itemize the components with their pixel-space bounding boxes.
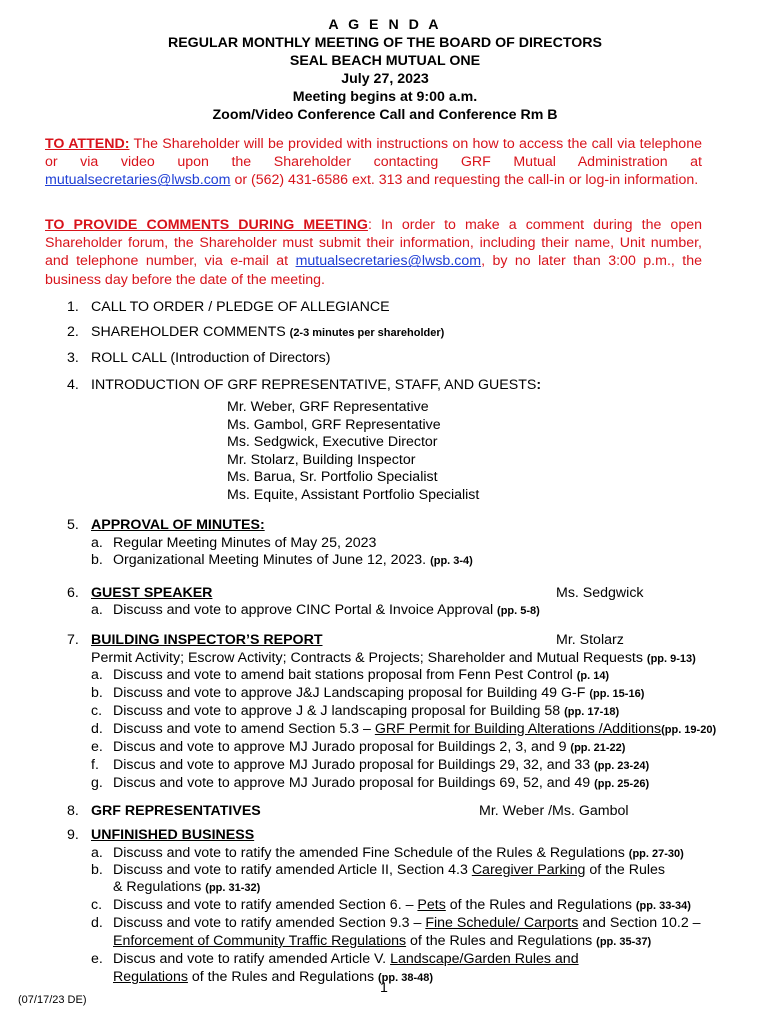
sub-text-end: of the Rules and Regulations [445,897,636,913]
item-number: 4. [67,377,79,393]
comments-paragraph [45,216,702,289]
sub-item-9b [91,861,665,879]
page-ref: (pp. 3-4) [430,555,473,567]
sub-item-5a [91,534,376,552]
sub-text: Discuss and vote to ratify the amended Fine Schedule of the Rules & Regulations [113,845,629,861]
sub-item-7e [91,738,625,757]
item-text [91,376,541,394]
page-ref: (pp. 21-22) [570,742,626,754]
item-number: 1. [67,299,79,315]
sub-item-7a [91,666,609,685]
revision-note: (07/17/23 DE) [18,994,87,1006]
meeting-location: Zoom/Video Conference Call and Conference Rm B [212,107,558,123]
guest-name: Mr. Stolarz, Building Inspector [227,451,416,468]
sub-text: Discuss and vote to amend Section 5.3 – [113,721,375,737]
item-number: 6. [67,585,79,601]
attend-lead: TO ATTEND: [45,136,130,152]
sub-item-7g [91,774,649,793]
agenda-title: A G E N D A [328,17,442,33]
section-title: Regulations [113,969,188,985]
page-ref: (pp. 9-13) [646,653,696,665]
item-text: CALL TO ORDER / PLEDGE OF ALLEGIANCE [91,299,390,315]
sub-item-9d-continued [113,932,651,951]
item-number: 3. [67,350,79,366]
page-ref: (p. 14) [576,670,610,682]
meeting-title: REGULAR MONTHLY MEETING OF THE BOARD OF DIRECTORS [167,35,603,51]
sub-letter: a. [91,602,103,618]
page-ref: (pp. 33-34) [635,900,691,912]
guest-name: Mr. Weber, GRF Representative [227,399,429,415]
attend-paragraph [45,135,702,190]
comments-lead: TO PROVIDE COMMENTS DURING MEETING [45,217,368,233]
page-ref: (pp. 15-16) [589,688,645,700]
section-title: Landscape/Garden Rules and [390,951,579,967]
page-number: 1 [380,980,388,996]
item-text [91,323,444,342]
sub-item-5b [91,551,473,570]
page-ref: (pp. 38-48) [378,972,434,984]
sub-item-7d [91,720,716,739]
presenter-name: Mr. Weber /Ms. Gambol [479,803,629,819]
sub-item-9d [91,914,701,932]
sub-letter: a. [91,845,103,861]
sub-text: Discuss and vote to amend bait stations proposal from Fenn Pest Control [113,667,577,683]
presenter-name: Mr. Stolarz [556,632,624,648]
sub-item-9e [91,950,579,968]
sub-letter: b. [91,685,103,701]
organization-name: SEAL BEACH MUTUAL ONE [289,53,481,69]
page-ref: (pp. 5-8) [497,605,540,617]
sub-letter: d. [91,721,103,737]
sub-item-7f [91,756,649,775]
item-number: 9. [67,827,79,843]
sub-text-end: and Section 10.2 – [578,915,701,931]
attend-text-2: or (562) 431-6586 ext. 313 and requesting the call-in or log-in information. [230,172,699,189]
sub-text: Discus and vote to approve MJ Jurado proposal for Buildings 69, 52, and 49 [113,775,595,791]
sub-letter: b. [91,552,103,568]
sub-letter: g. [91,775,103,791]
sub-text: Discuss and vote to ratify amended Section 6. – [113,897,418,913]
page-ref: (pp. 23-24) [594,760,650,772]
page-ref: (pp. 17-18) [564,706,620,718]
sub-letter: a. [91,535,103,551]
sub-text: Discuss and vote to ratify amended Section 9.3 – [113,915,426,931]
sub-text: Discuss and vote to approve J&J Landscaping proposal for Building 49 G-F [113,685,590,701]
sub-text: Discuss and vote to approve CINC Portal & Invoice Approval [113,602,498,618]
presenter-name: Ms. Sedgwick [556,585,644,601]
item-title: GUEST SPEAKER [91,585,213,601]
document-header [0,16,770,124]
section-title: Enforcement of Community Traffic Regulations [113,933,407,949]
attend-email-link[interactable]: mutualsecretaries@lwsb.com [45,172,231,189]
sub-text: & Regulations [113,879,206,895]
item-number: 5. [67,517,79,533]
page-ref: (pp. 35-37) [596,936,652,948]
item-title: INTRODUCTION OF GRF REPRESENTATIVE, STAFF, AND GUESTS [91,377,537,393]
item-note: (2-3 minutes per shareholder) [289,327,445,339]
attend-text-1: The Shareholder will be provided with instructions on how to access the call via telephone or via video upon the Shareholder contacting GRF Mutual Administration at [45,136,702,171]
sub-item-6a [91,601,540,620]
sub-item-9c [91,896,691,915]
section-title: Caregiver Parking [471,862,586,878]
sub-text: Discus and vote to approve MJ Jurado proposal for Buildings 2, 3, and 9 [113,739,571,755]
section-title: GRF Permit for Building Alterations /Additions [374,721,662,737]
section-title: Fine Schedule/ Carports [425,915,579,931]
sub-text-end: of the Rules [585,862,666,878]
sub-item-7c [91,702,619,721]
page-ref: (pp. 25-26) [594,778,650,790]
sub-item-9b-continued [113,878,260,897]
comments-text-1: : In order to make a comment during the open Shareholder forum, the Shareholder must submit their information, including their name, Unit number, and telephone number, via e-mail at [45,217,702,270]
item-number: 8. [67,803,79,819]
sub-text: Discus and vote to ratify amended Article V. [113,951,391,967]
page-ref: (pp. 19-20) [661,724,717,736]
sub-text: Discuss and vote to approve J & J landscaping proposal for Building 58 [113,703,565,719]
sub-text: of the Rules and Regulations [406,933,597,949]
guest-name: Ms. Gambol, GRF Representative [227,416,441,433]
item-title: GRF REPRESENTATIVES [91,803,261,819]
sub-letter: d. [91,915,103,931]
sub-text: Regular Meeting Minutes of May 25, 2023 [113,535,377,551]
sub-text: of the Rules and Regulations [187,969,379,985]
item-text: ROLL CALL (Introduction of Directors) [91,350,331,366]
sub-text: Discus and vote to approve MJ Jurado proposal for Buildings 29, 32, and 33 [113,757,595,773]
intro-text: Permit Activity; Escrow Activity; Contracts & Projects; Shareholder and Mutual Requests [91,650,647,666]
item-colon: : [536,377,542,393]
sub-letter: f. [91,757,99,773]
guest-name: Ms. Equite, Assistant Portfolio Specialist [227,486,480,503]
sub-letter: b. [91,862,103,878]
guest-name: Ms. Barua, Sr. Portfolio Specialist [227,469,438,486]
guest-list [227,399,479,505]
sub-letter: c. [91,703,103,719]
sub-letter: c. [91,897,103,913]
sub-letter: a. [91,667,103,683]
meeting-time: Meeting begins at 9:00 a.m. [292,89,478,105]
sub-letter: e. [91,951,103,967]
item-number: 2. [67,324,79,340]
item-title: APPROVAL OF MINUTES: [91,517,265,533]
sub-item-7b [91,684,644,703]
sub-text: Discuss and vote to ratify amended Article II, Section 4.3 [113,862,472,878]
sub-text: Organizational Meeting Minutes of June 12, 2023. [113,552,431,568]
guest-name: Ms. Sedgwick, Executive Director [227,434,438,451]
item-title: SHAREHOLDER COMMENTS [91,324,290,340]
meeting-date: July 27, 2023 [341,71,429,87]
item-number: 7. [67,632,79,648]
section-title: Pets [417,897,446,913]
comments-text-2: , by no later than 3:00 p.m., the business day before the date of the meeting. [45,253,702,288]
page-ref: (pp. 31-32) [205,882,261,894]
item-title: BUILDING INSPECTOR’S REPORT [91,632,323,648]
sub-letter: e. [91,739,103,755]
comments-email-link[interactable]: mutualsecretaries@lwsb.com [295,253,482,270]
page-ref: (pp. 27-30) [628,848,684,860]
item-title: UNFINISHED BUSINESS [91,827,255,843]
